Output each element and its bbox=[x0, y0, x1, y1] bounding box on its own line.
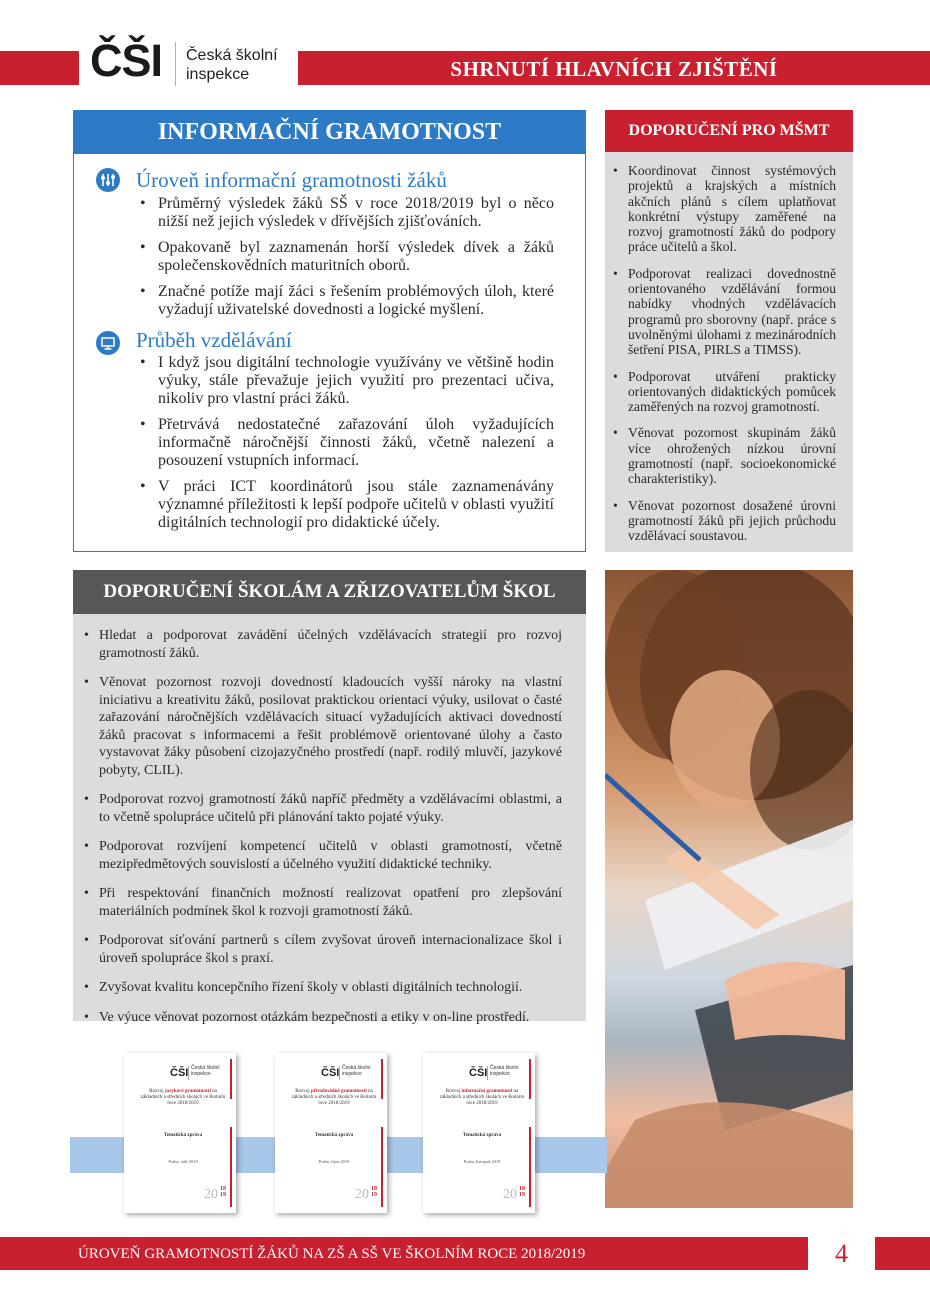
list-item: • Koordinovat činnost systémových projektů a krajských a místních akčních plánů s cílem uplatňovat konkrétní výstupy zaměřené na rozvoj gramotností žáků do podpory práce učitelů a škol. bbox=[612, 163, 836, 255]
footer-bar-right bbox=[875, 1237, 930, 1270]
cover-accent-line bbox=[381, 1127, 383, 1207]
cover-year: 20 bbox=[355, 1187, 369, 1202]
cover-org-line2: inspekce bbox=[191, 1071, 211, 1077]
cover-title-accent: přírodovědné gramotnosti bbox=[310, 1089, 367, 1094]
report-cover-language bbox=[124, 1053, 236, 1213]
cover-divider bbox=[188, 1066, 189, 1080]
monitor-icon bbox=[96, 331, 120, 355]
page-title: SHRNUTÍ HLAVNÍCH ZJIŠTĚNÍ bbox=[450, 57, 778, 81]
schools-bullet-list bbox=[82, 627, 562, 1038]
cover-date: Praha, listopad 2019 bbox=[463, 1159, 501, 1164]
cover-accent-line bbox=[529, 1059, 531, 1099]
list-item: • Opakovaně byl zaznamenán horší výsledek dívek a žáků společenskovědních maturitních oborů. bbox=[136, 239, 554, 275]
cover-org bbox=[191, 1065, 231, 1077]
cover-accent-line bbox=[230, 1127, 232, 1207]
page-number: 4 bbox=[835, 1239, 848, 1268]
cover-org-line2: inspekce bbox=[490, 1071, 510, 1077]
cover-logo: ČŠI bbox=[469, 1067, 488, 1079]
report-cover-information bbox=[423, 1053, 535, 1213]
cover-year-bottom: 19 bbox=[519, 1192, 525, 1198]
list-item: • V práci ICT koordinátorů jsou stále zaznamenávány významné příležitosti k lepší podpoře učitelů v oblasti využití digitálních technologií pro didaktické účely. bbox=[136, 478, 554, 532]
header-bar-left bbox=[0, 51, 79, 85]
sliders-icon bbox=[96, 168, 120, 192]
org-name bbox=[186, 46, 306, 84]
cover-org-line2: inspekce bbox=[342, 1071, 362, 1077]
cover-title-post: na základních a středních školách ve školním roce 2018/2019 bbox=[291, 1089, 377, 1106]
cover-org-line1: Česká školní bbox=[490, 1065, 519, 1071]
cover-divider bbox=[339, 1066, 340, 1080]
cover-title bbox=[437, 1089, 527, 1107]
cover-title-pre: Rozvoj bbox=[445, 1089, 461, 1094]
list-item: • Podporovat síťování partnerů s cílem zvyšovat úroveň internacionalizace škol i úroveň spolupráce škol s praxí. bbox=[82, 932, 562, 967]
cover-date: Praha, říjen 2019 bbox=[318, 1159, 350, 1164]
list-item: • Podporovat utváření prakticky orientovaných didaktických pomůcek zaměřených na rozvoj gramotností. bbox=[612, 369, 836, 415]
schools-heading: DOPORUČENÍ ŠKOLÁM A ZŘIZOVATELŮM ŠKOL bbox=[73, 570, 586, 614]
cover-org bbox=[490, 1065, 530, 1077]
cover-org-line1: Česká školní bbox=[342, 1065, 371, 1071]
list-item: • Průměrný výsledek žáků SŠ v roce 2018/2019 byl o něco nižší než jejich výsledek v dřívějších zjišťováních. bbox=[136, 195, 554, 231]
list-item: • Při respektování finančních možností realizovat opatření pro zlepšování materiálních podmínek škol k rozvoji gramotností žáků. bbox=[82, 885, 562, 920]
cover-year-bottom: 19 bbox=[371, 1192, 377, 1198]
list-item: • Podporovat realizaci dovednostně orientovaného vzdělávání formou nabídky vhodných vzdělávacích programů pro sborovny (např. práce s uvolněnými úlohami z mezinárodních šetření PISA, PIRLS a TIMSS). bbox=[612, 266, 836, 358]
cover-accent-line bbox=[381, 1059, 383, 1099]
cover-year-top: 18 bbox=[519, 1186, 525, 1192]
org-name-line1: Česká školní bbox=[186, 47, 278, 64]
list-item: • Podporovat rozvoj gramotností žáků napříč předměty a vzdělávacími oblastmi, a to včetně spolupráce učitelů při plánování takto pojaté výuky. bbox=[82, 791, 562, 826]
cover-date: Praha, září 2019 bbox=[168, 1159, 198, 1164]
level-bullet-list bbox=[136, 195, 554, 327]
msmt-heading: DOPORUČENÍ PRO MŠMT bbox=[605, 110, 853, 152]
cover-title-pre: Rozvoj bbox=[295, 1089, 310, 1094]
list-item: • Hledat a podporovat zavádění účelných vzdělávacích strategií pro rozvoj gramotností žáků. bbox=[82, 627, 562, 662]
list-item: • Zvyšovat kvalitu koncepčního řízení školy v oblasti digitálních technologií. bbox=[82, 979, 562, 997]
cover-year-stack bbox=[519, 1186, 525, 1198]
education-bullet-list bbox=[136, 354, 554, 540]
cover-divider bbox=[487, 1066, 488, 1080]
cover-accent-line bbox=[230, 1059, 232, 1099]
cover-year-stack bbox=[220, 1186, 226, 1198]
cover-org-line1: Česká školní bbox=[191, 1065, 220, 1071]
footer-title: ÚROVEŇ GRAMOTNOSTÍ ŽÁKŮ NA ZŠ A SŠ VE ŠKOLNÍM ROCE 2018/2019 bbox=[78, 1246, 586, 1262]
section-title-level: Úroveň informační gramotnosti žáků bbox=[136, 168, 447, 192]
cover-type: Tematická zpráva bbox=[314, 1133, 354, 1138]
info-literacy-heading: INFORMAČNÍ GRAMOTNOST bbox=[73, 110, 586, 154]
cover-title-pre: Rozvoj bbox=[149, 1089, 164, 1094]
logo-divider bbox=[175, 42, 176, 86]
cover-year-stack bbox=[371, 1186, 377, 1198]
cover-year-top: 18 bbox=[371, 1186, 377, 1192]
msmt-bullet-list bbox=[612, 163, 836, 555]
cover-org bbox=[342, 1065, 382, 1077]
csi-logo: ČŠI bbox=[90, 35, 163, 86]
list-item: • Věnovat pozornost skupinám žáků více ohrožených nízkou úrovní gramotností (např. socioekonomické charakteristiky). bbox=[612, 425, 836, 486]
cover-title-accent: informační gramotnosti bbox=[461, 1089, 513, 1094]
list-item: • Značné potíže mají žáci s řešením problémových úloh, které vyžadují uživatelské dovednosti a logické myšlení. bbox=[136, 283, 554, 319]
list-item: • Přetrvává nedostatečné zařazování úloh vyžadujících informačně náročnější činnosti žáků, včetně nalezení a posouzení vstupních informací. bbox=[136, 416, 554, 470]
cover-title bbox=[289, 1089, 379, 1107]
cover-logo: ČŠI bbox=[321, 1067, 340, 1079]
list-item: • Věnovat pozornost dosažené úrovni gramotností žáků při jejich průchodu vzdělávací soustavou. bbox=[612, 498, 836, 544]
cover-title bbox=[138, 1089, 228, 1107]
cover-title-post: na základních a středních školách ve školním roce 2018/2019 bbox=[140, 1089, 226, 1106]
report-cover-science bbox=[275, 1053, 387, 1213]
org-name-line2: inspekce bbox=[186, 66, 250, 83]
cover-accent-line bbox=[529, 1127, 531, 1207]
list-item: • I když jsou digitální technologie využívány ve většině hodin výuky, stále převažuje jejich využití pro prezentaci učiva, nikoliv pro vlastní práci žáků. bbox=[136, 354, 554, 408]
cover-type: Tematická zpráva bbox=[163, 1133, 203, 1138]
cover-year-top: 18 bbox=[220, 1186, 226, 1192]
cover-title-accent: jazykové gramotnosti bbox=[164, 1089, 211, 1094]
section-title-education: Průběh vzdělávání bbox=[136, 328, 292, 352]
cover-type: Tematická zpráva bbox=[462, 1133, 502, 1138]
cover-year: 20 bbox=[503, 1187, 517, 1202]
cover-year-bottom: 19 bbox=[220, 1192, 226, 1198]
cover-year: 20 bbox=[204, 1187, 218, 1202]
list-item: • Podporovat rozvíjení kompetencí učitelů v oblasti gramotností, včetně mezipředmětových souvislostí a účelného využití didaktické techniky. bbox=[82, 838, 562, 873]
list-item: • Ve výuce věnovat pozornost otázkám bezpečnosti a etiky v on-line prostředí. bbox=[82, 1009, 562, 1027]
students-photo bbox=[605, 570, 853, 1208]
list-item: • Věnovat pozornost rozvoji dovedností kladoucích vyšší nároky na vlastní iniciativu a kreativitu žáků, posilovat praktickou orientaci výuky, usilovat o časté zařazování náročnějších vzdělávacích situací vyžadujících aktivaci dovedností žáků pracovat s informacemi a řešit problémově orientované úlohy a často vystavovat žáky působení cizojazyčného prostředí (např. rodilý mluvčí, jazykové pobyty, CLIL). bbox=[82, 674, 562, 779]
cover-title-post: na základních a středních školách ve školním roce 2018/2019 bbox=[439, 1089, 525, 1106]
cover-logo: ČŠI bbox=[170, 1067, 189, 1079]
